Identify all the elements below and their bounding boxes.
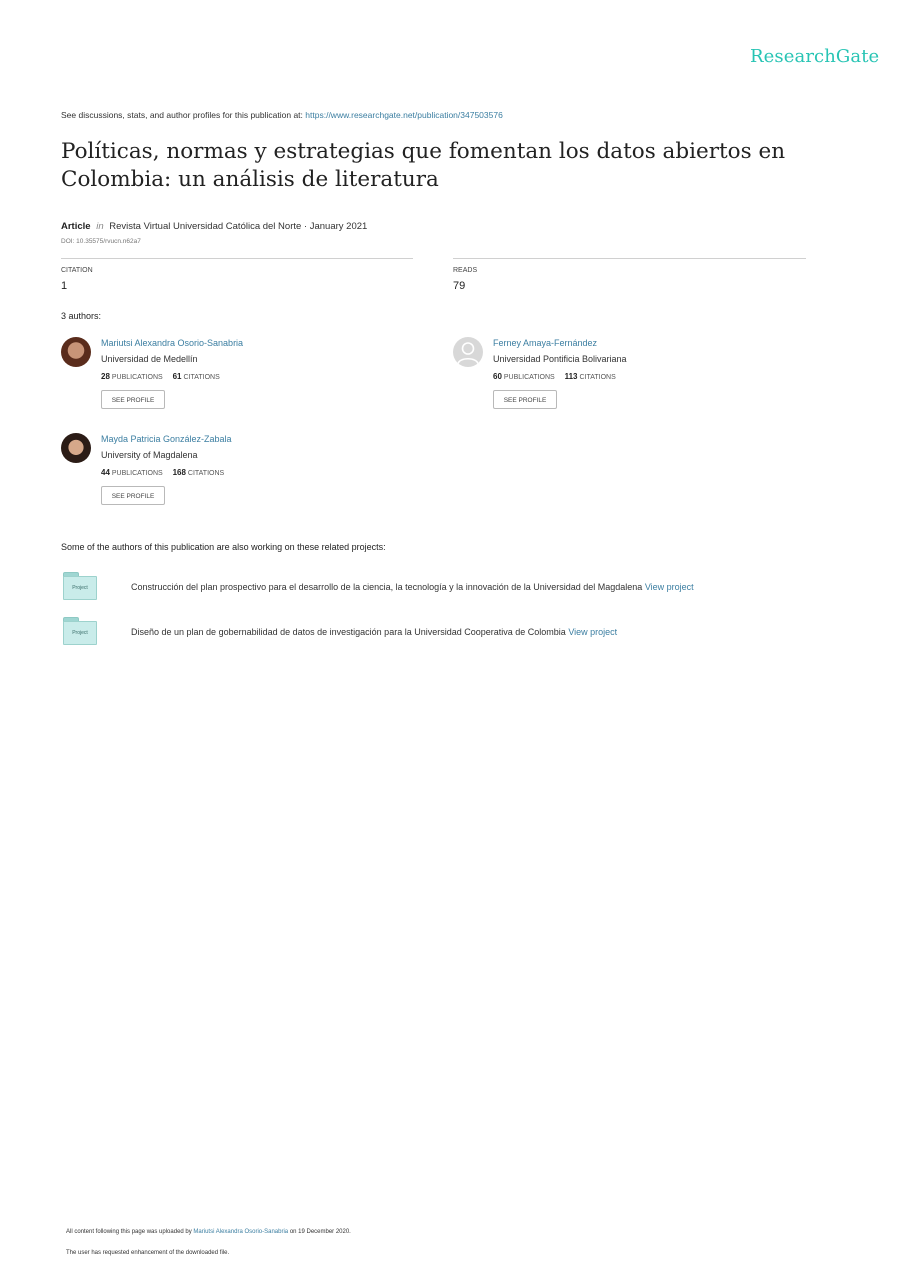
publication-meta <box>61 221 367 232</box>
project-title: Diseño de un plan de gobernabilidad de datos de investigación para la Universidad Cooperativa de Colombia <box>131 627 566 637</box>
see-profile-button[interactable]: SEE PROFILE <box>101 390 165 409</box>
journal-date: Revista Virtual Universidad Católica del Norte · January 2021 <box>109 221 368 232</box>
view-project-link[interactable]: View project <box>644 582 694 592</box>
see-discussions-text: See discussions, stats, and author profiles for this publication at: <box>61 110 303 120</box>
author-stats <box>493 372 616 381</box>
author-stats <box>101 372 220 381</box>
related-projects-heading: Some of the authors of this publication are also working on these related projects: <box>61 542 386 552</box>
project-folder-label: Project <box>72 585 88 591</box>
publications-label: PUBLICATIONS <box>111 374 163 381</box>
avatar[interactable] <box>61 337 91 367</box>
author-institution: University of Magdalena <box>101 450 198 460</box>
author-institution: Universidad de Medellín <box>101 354 198 364</box>
upload-date: on 19 December 2020. <box>289 1229 351 1235</box>
project-item <box>63 572 843 602</box>
author-card <box>61 337 401 423</box>
author-card <box>453 337 793 423</box>
citations-count: 168 <box>172 468 186 477</box>
view-project-link[interactable]: View project <box>568 627 618 637</box>
author-card <box>61 433 401 519</box>
publications-count: 60 <box>493 372 502 381</box>
citations-label: CITATIONS <box>187 470 225 477</box>
project-folder-label: Project <box>72 630 88 636</box>
author-name-link[interactable]: Mayda Patricia González-Zabala <box>101 434 232 444</box>
avatar[interactable] <box>453 337 483 367</box>
publications-count: 28 <box>101 372 110 381</box>
author-stats <box>101 468 224 477</box>
publications-label: PUBLICATIONS <box>111 470 163 477</box>
authors-heading: 3 authors: <box>61 311 102 321</box>
project-folder-icon <box>63 572 97 600</box>
reads-count: 79 <box>453 280 466 292</box>
citations-count: 61 <box>172 372 182 381</box>
reads-label: READS <box>453 267 478 274</box>
citations-label: CITATIONS <box>579 374 616 381</box>
publication-url-link[interactable]: https://www.researchgate.net/publication/347503576 <box>305 110 503 120</box>
publications-count: 44 <box>101 468 110 477</box>
see-profile-button[interactable]: SEE PROFILE <box>493 390 557 409</box>
upload-note <box>66 1229 351 1235</box>
project-item <box>63 617 843 647</box>
in-word: in <box>96 221 104 232</box>
author-name-link[interactable]: Ferney Amaya-Fernández <box>493 338 598 348</box>
project-folder-icon <box>63 617 97 645</box>
citations-count: 113 <box>564 372 578 381</box>
citation-label: CITATION <box>61 267 93 274</box>
see-discussions-line <box>61 110 503 120</box>
citations-label: CITATIONS <box>183 374 220 381</box>
reads-divider <box>453 258 806 259</box>
project-description <box>131 627 617 637</box>
avatar[interactable] <box>61 433 91 463</box>
publication-type: Article <box>61 221 91 232</box>
citation-count: 1 <box>61 280 68 292</box>
publications-label: PUBLICATIONS <box>503 374 555 381</box>
citation-divider <box>61 258 413 259</box>
see-profile-button[interactable]: SEE PROFILE <box>101 486 165 505</box>
researchgate-logo[interactable]: ResearchGate <box>750 46 880 67</box>
author-institution: Universidad Pontificia Bolivariana <box>493 354 627 364</box>
author-name-link[interactable]: Mariutsi Alexandra Osorio-Sanabria <box>101 338 244 348</box>
uploader-link[interactable]: Mariutsi Alexandra Osorio-Sanabria <box>193 1229 289 1235</box>
enhancement-note: The user has requested enhancement of the downloaded file. <box>66 1250 230 1256</box>
project-title: Construcción del plan prospectivo para el desarrollo de la ciencia, la tecnología y la innovación de la Universidad del Magdalena <box>131 582 643 592</box>
publication-title: Políticas, normas y estrategias que fomentan los datos abiertos en Colombia: un análisis de literatura <box>61 139 786 192</box>
person-placeholder-icon <box>453 337 483 367</box>
doi: DOI: 10.35575/rvucn.n62a7 <box>61 238 141 245</box>
upload-prefix: All content following this page was uploaded by <box>66 1229 192 1235</box>
project-description <box>131 582 694 592</box>
